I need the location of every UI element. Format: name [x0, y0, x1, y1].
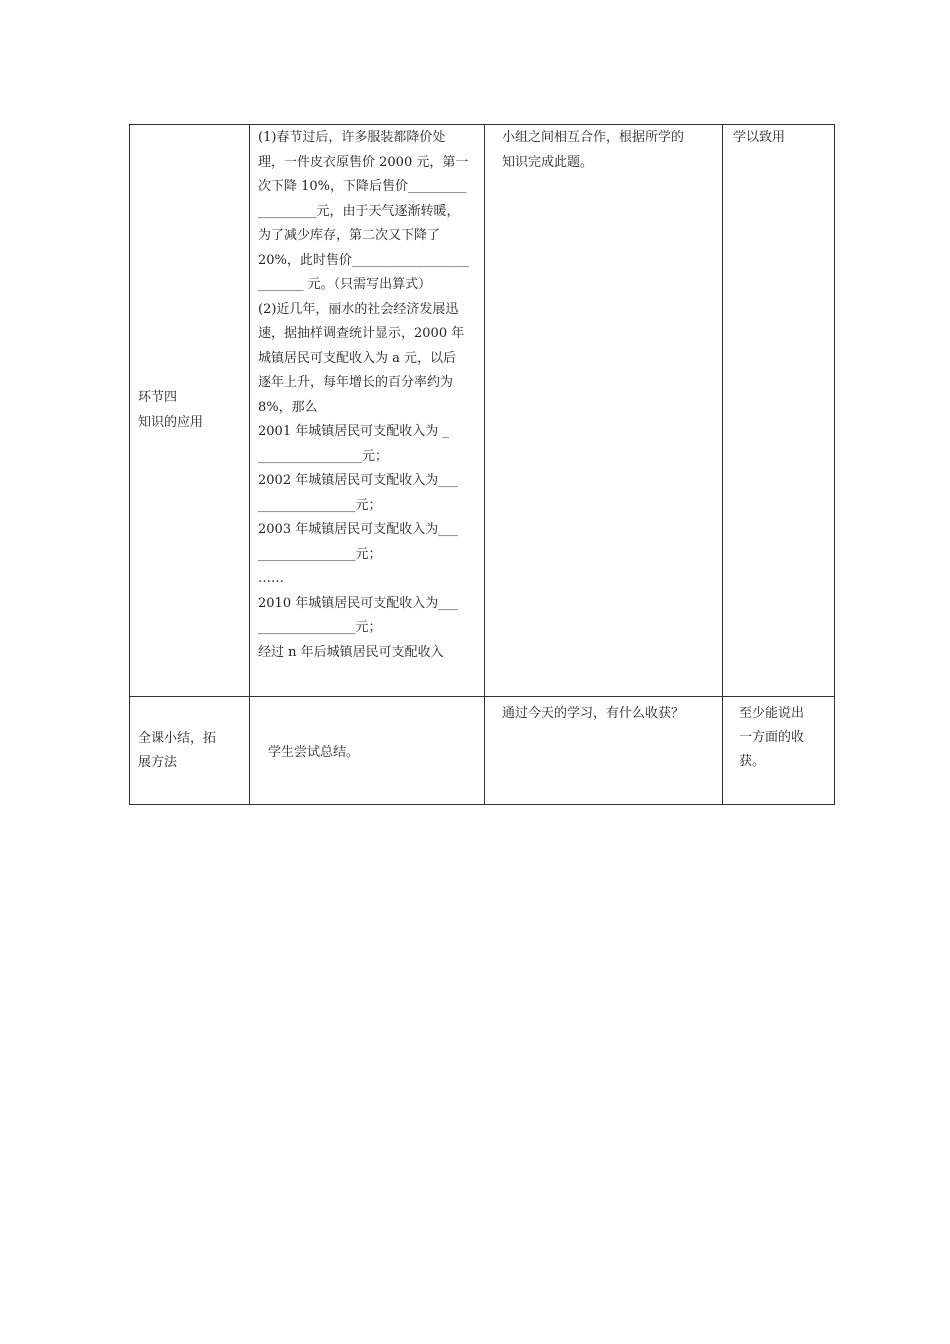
problem-line: 城镇居民可支配收入为 a 元，以后 — [258, 350, 457, 366]
teacher-text: 通过今天的学习，有什么收获？ — [502, 706, 685, 721]
problem-line: _________元，由于天气逐渐转暖， — [258, 203, 460, 219]
problem-line: (2)近几年，丽水的社会经济发展迅 — [258, 301, 459, 317]
summary-section-line: 全课小结，拓 — [138, 730, 217, 746]
problem-line: …… — [258, 571, 284, 586]
problem-line: (1)春节过后，许多服装都降价处 — [258, 130, 446, 145]
section-cell — [130, 125, 250, 697]
problem-line: _______ 元。（只需写出算式） — [258, 277, 432, 292]
problem-line: 速，据抽样调查统计显示，2000 年 — [258, 326, 465, 341]
problem-line: 次下降 10%，下降后售价_________ — [258, 179, 467, 194]
problem-line: 2002 年城镇居民可支配收入为___ — [258, 473, 458, 488]
problem-cell — [250, 125, 485, 697]
activity-line: 小组之间相互合作，根据所学的 — [502, 130, 685, 145]
summary-intent-cell — [723, 697, 835, 805]
lesson-plan-table — [129, 124, 835, 805]
summary-intent-line: 获。 — [739, 754, 766, 769]
problem-line: 为了减少库存，第二次又下降了 — [258, 228, 441, 243]
teacher-cell — [485, 697, 723, 805]
problem-line: 2010 年城镇居民可支配收入为___ — [258, 595, 458, 611]
summary-section-line: 展方法 — [138, 754, 178, 770]
problem-line: 理，一件皮衣原售价 2000 元，第一 — [258, 154, 469, 170]
summary-intent-line: 一方面的收 — [739, 730, 805, 745]
activity-line: 知识完成此题。 — [502, 154, 594, 170]
problem-line: 20%，此时售价__________________ — [258, 252, 469, 268]
problem-line: _______________元； — [258, 546, 382, 562]
student-text: 学生尝试总结。 — [268, 745, 360, 760]
problem-line: 2001 年城镇居民可支配收入为 _ — [258, 424, 449, 439]
problem-line: 经过 n 年后城镇居民可支配收入 — [258, 644, 444, 660]
problem-line: 逐年上升，每年增长的百分率约为 — [258, 375, 454, 390]
table-row — [130, 697, 835, 805]
summary-intent-line: 至少能说出 — [739, 706, 805, 721]
intent-cell — [723, 125, 835, 697]
problem-line: ________________元； — [258, 448, 389, 464]
intent-text: 学以致用 — [733, 130, 786, 145]
activity-cell — [485, 125, 723, 697]
summary-section-cell — [130, 697, 250, 805]
problem-line: 8%，那么 — [258, 399, 318, 415]
table-row — [130, 125, 835, 697]
problem-line: _______________元； — [258, 620, 382, 635]
problem-line: _______________元； — [258, 497, 382, 513]
section-name: 环节四 — [138, 390, 178, 405]
problem-line: 2003 年城镇居民可支配收入为___ — [258, 522, 458, 537]
student-cell — [250, 697, 485, 805]
section-subtitle: 知识的应用 — [138, 414, 204, 430]
